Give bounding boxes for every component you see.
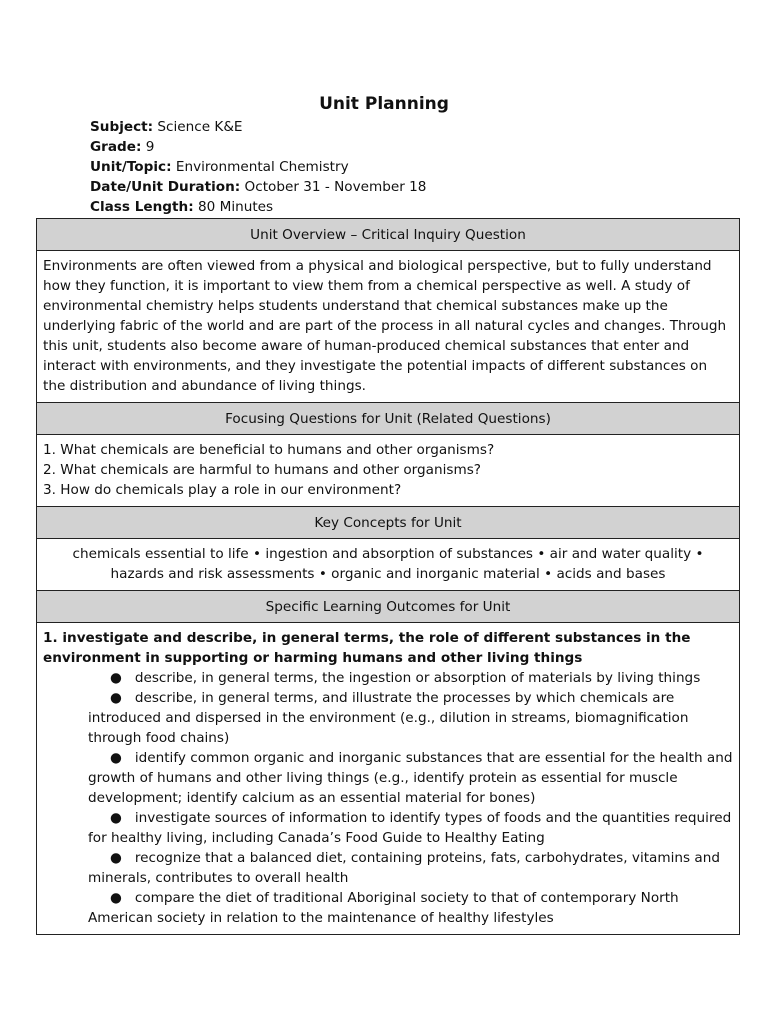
bullet-icon: ● bbox=[110, 890, 122, 906]
outcome-title: 1. investigate and describe, in general terms, the role of different substances in the environment in supporting or harming humans and other living things bbox=[43, 630, 691, 666]
focusing-questions bbox=[37, 435, 740, 507]
outcome-item-text: describe, in general terms, the ingestion or absorption of materials by living things bbox=[134, 670, 701, 686]
meta-duration bbox=[90, 177, 426, 197]
overview-text: Environments are often viewed from a physical and biological perspective, but to fully understand how they function, it is important to view them from a chemical perspective as well. A study of environmental chemistry helps students understand that chemical substances make up the underlying fabric of the world and are part of the process in all natural cycles and changes. Through this unit, students also become aware of human-produced chemical substances that enter and interact with environments, and they investigate the potential impacts of different substances on the distribution and abundance of living things. bbox=[37, 251, 740, 403]
outcome-item-text: describe, in general terms, and illustrate the processes by which chemicals are introduced and dispersed in the environment (e.g., dilution in streams, biomagnification through food chains) bbox=[88, 690, 689, 746]
outcome-item bbox=[43, 688, 733, 748]
meta-duration-value: October 31 - November 18 bbox=[244, 179, 427, 195]
meta-topic-label: Unit/Topic: bbox=[90, 159, 172, 175]
unit-meta bbox=[90, 117, 426, 217]
overview-header: Unit Overview – Critical Inquiry Question bbox=[37, 219, 740, 251]
outcome-item bbox=[43, 748, 733, 808]
unit-plan-table bbox=[36, 218, 740, 935]
concepts-line: chemicals essential to life • ingestion and absorption of substances • air and water quality • bbox=[72, 546, 704, 562]
meta-subject-value: Science K&E bbox=[157, 119, 243, 135]
meta-grade bbox=[90, 137, 426, 157]
outcome-item-text: compare the diet of traditional Aboriginal society to that of contemporary North American society in relation to the maintenance of healthy lifestyles bbox=[88, 890, 679, 926]
focusing-question: 3. How do chemicals play a role in our environment? bbox=[43, 482, 402, 498]
meta-topic-value: Environmental Chemistry bbox=[175, 159, 349, 175]
outcome-item-text: recognize that a balanced diet, containing proteins, fats, carbohydrates, vitamins and minerals, contributes to overall health bbox=[88, 850, 720, 886]
meta-grade-label: Grade: bbox=[90, 139, 142, 155]
bullet-icon: ● bbox=[110, 750, 122, 766]
concepts-line: hazards and risk assessments • organic and inorganic material • acids and bases bbox=[110, 566, 666, 582]
bullet-icon: ● bbox=[110, 690, 122, 706]
meta-topic bbox=[90, 157, 426, 177]
concepts-header: Key Concepts for Unit bbox=[37, 507, 740, 539]
bullet-icon: ● bbox=[110, 670, 122, 686]
meta-subject bbox=[90, 117, 426, 137]
focusing-question: 1. What chemicals are beneficial to humans and other organisms? bbox=[43, 442, 495, 458]
focusing-header: Focusing Questions for Unit (Related Questions) bbox=[37, 403, 740, 435]
meta-duration-label: Date/Unit Duration: bbox=[90, 179, 241, 195]
outcomes-header: Specific Learning Outcomes for Unit bbox=[37, 591, 740, 623]
outcome-item bbox=[43, 848, 733, 888]
page-title: Unit Planning bbox=[319, 94, 449, 114]
meta-grade-value: 9 bbox=[145, 139, 155, 155]
meta-class-length-label: Class Length: bbox=[90, 199, 194, 215]
bullet-icon: ● bbox=[110, 850, 122, 866]
outcome-item-text: identify common organic and inorganic substances that are essential for the health and growth of humans and other living things (e.g., identify protein as essential for muscle development; identify calcium as an essential material for bones) bbox=[88, 750, 733, 806]
outcome-item bbox=[43, 888, 733, 928]
outcome-item bbox=[43, 668, 733, 688]
meta-subject-label: Subject: bbox=[90, 119, 154, 135]
concepts-list bbox=[37, 539, 740, 591]
focusing-question: 2. What chemicals are harmful to humans and other organisms? bbox=[43, 462, 481, 478]
bullet-icon: ● bbox=[110, 810, 122, 826]
outcome-item-text: investigate sources of information to identify types of foods and the quantities required for healthy living, including Canada’s Food Guide to Healthy Eating bbox=[88, 810, 732, 846]
meta-class-length-value: 80 Minutes bbox=[197, 199, 274, 215]
meta-class-length bbox=[90, 197, 426, 217]
outcome-item bbox=[43, 808, 733, 848]
outcomes-body bbox=[37, 623, 740, 935]
